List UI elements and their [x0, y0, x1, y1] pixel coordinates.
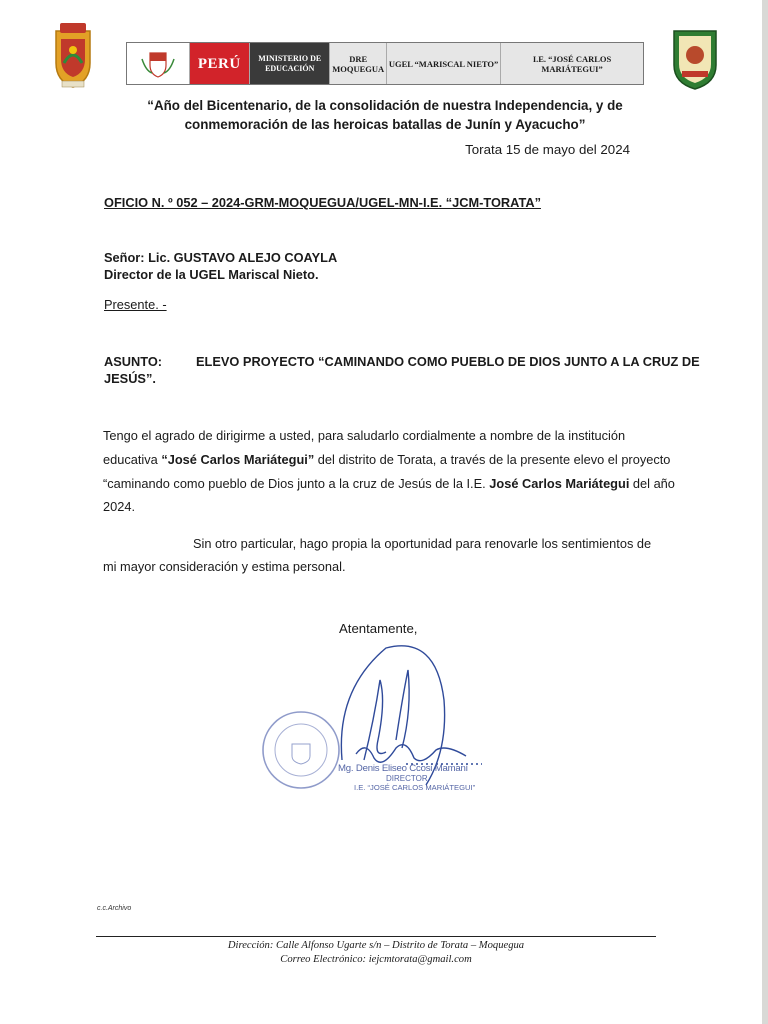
peru-coat-of-arms-icon — [138, 49, 178, 79]
paragraph-1-line-3 — [103, 476, 675, 491]
paragraph-2-line-2: mi mayor consideración y estima personal. — [103, 559, 346, 574]
signer-role: DIRECTOR — [386, 774, 428, 783]
paragraph-1-line-1: Tengo el agrado de dirigirme a usted, para saludarlo cordialmente a nombre de la institución — [103, 428, 626, 443]
paragraph-1-line-4: 2024. — [103, 499, 136, 514]
text-span: del distrito de Torata, a través de la presente elevo el proyecto — [314, 452, 671, 467]
text-span: educativa — [103, 452, 162, 467]
school-seal-icon — [670, 25, 720, 91]
ministerio-label: MINISTERIO DE EDUCACIÓN — [249, 43, 329, 84]
year-title-line-1: “Año del Bicentenario, de la consolidación de nuestra Independencia, y de — [147, 98, 623, 113]
scan-edge — [762, 0, 768, 1024]
school-name-bold: “José Carlos Mariátegui” — [161, 452, 315, 467]
paragraph-2-line-1: Sin otro particular, hago propia la oportunidad para renovarle los sentimientos de — [193, 536, 652, 551]
addressee-name: Señor: Lic. GUSTAVO ALEJO COAYLA — [104, 250, 338, 265]
school-name-bold: José Carlos Mariátegui — [489, 476, 630, 491]
asunto-text-line-1: ELEVO PROYECTO “CAMINANDO COMO PUEBLO DE DIOS JUNTO A LA CRUZ DE — [196, 354, 700, 369]
addressee — [104, 249, 337, 283]
signature-and-stamp — [256, 640, 496, 800]
peru-shield-cell — [127, 43, 189, 84]
year-title-line-2: conmemoración de las heroicas batallas de Junín y Ayacucho” — [184, 117, 586, 132]
signer-institution: I.E. “JOSÉ CARLOS MARIÁTEGUI” — [354, 783, 476, 792]
text-span: “caminando como pueblo de Dios junto a la cruz de Jesús de la I.E. — [103, 476, 490, 491]
year-title — [130, 96, 640, 134]
municipal-crest-icon — [48, 17, 98, 91]
signer-name: Mg. Denis Eliseo Ccosi Mamani — [338, 763, 468, 774]
cc-archivo: c.c.Archivo — [97, 905, 132, 912]
footer-address: Dirección: Calle Alfonso Ugarte s/n – Distrito de Torata – Moquegua — [227, 940, 525, 951]
paragraph-1-line-2 — [103, 452, 670, 467]
institution-banner — [126, 42, 644, 85]
closing: Atentamente, — [339, 621, 418, 636]
oficio-number: OFICIO N. º 052 – 2024-GRM-MOQUEGUA/UGEL-MN-I.E. “JCM-TORATA” — [104, 195, 541, 210]
addressee-title: Director de la UGEL Mariscal Nieto. — [104, 267, 319, 282]
round-stamp-icon — [263, 712, 339, 788]
presente: Presente. - — [104, 297, 167, 312]
letter-date: Torata 15 de mayo del 2024 — [465, 142, 630, 157]
ugel-label: UGEL “MARISCAL NIETO” — [386, 43, 500, 84]
asunto-label: ASUNTO: — [104, 354, 163, 369]
footer-email: Correo Electrónico: iejcmtorata@gmail.com — [280, 954, 472, 965]
asunto-text-line-2: JESÚS”. — [104, 371, 156, 386]
dre-label: DRE MOQUEGUA — [329, 43, 386, 84]
ie-label: I.E. “JOSÉ CARLOS MARIÁTEGUI” — [500, 43, 643, 84]
peru-label: PERÚ — [189, 43, 250, 84]
footer-divider — [96, 936, 656, 937]
text-span: del año — [629, 476, 675, 491]
